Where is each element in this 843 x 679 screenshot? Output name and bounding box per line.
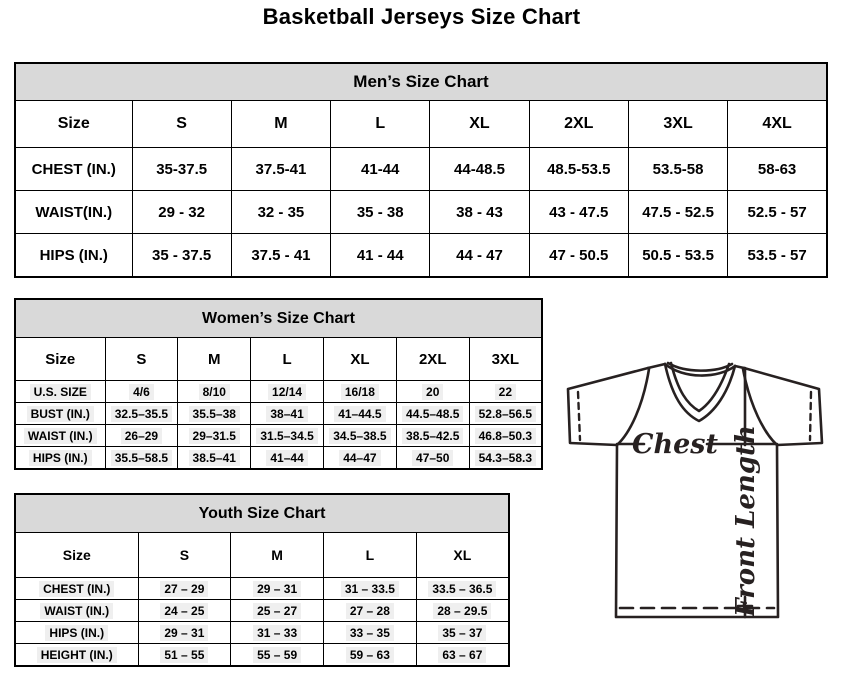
value-cell: [396, 447, 469, 470]
value: 8/10: [199, 384, 230, 400]
value-cell: [231, 622, 324, 644]
value-cell: 43 - 47.5: [529, 191, 628, 234]
value-cell: [178, 425, 251, 447]
value-cell: [231, 578, 324, 600]
value-cell: [416, 622, 509, 644]
value-cell: [323, 381, 396, 403]
value-cell: [416, 578, 509, 600]
table-row: [15, 644, 509, 667]
column-header-cell: 2XL: [529, 101, 628, 148]
value: 35.5–58.5: [111, 450, 172, 466]
value-cell: [105, 381, 178, 403]
value-cell: [323, 447, 396, 470]
table-row: [15, 403, 542, 425]
table-row: [15, 191, 827, 234]
value-cell: 41 - 44: [331, 234, 430, 278]
youth-chart-title: Youth Size Chart: [15, 494, 509, 533]
column-header-cell: L: [251, 338, 324, 381]
row-label-cell: [15, 381, 105, 403]
column-header-cell: 2XL: [396, 338, 469, 381]
value-cell: 32 - 35: [231, 191, 330, 234]
table-row: [15, 381, 542, 403]
row-label-cell: [15, 403, 105, 425]
value: 25 – 27: [253, 603, 301, 619]
mens-chart-title: Men’s Size Chart: [15, 63, 827, 101]
column-header-cell: S: [132, 101, 231, 148]
column-header-cell: 3XL: [469, 338, 542, 381]
value-cell: [324, 644, 417, 667]
column-header-cell: L: [331, 101, 430, 148]
value: 34.5–38.5: [329, 428, 390, 444]
left-shoulder-edge: [648, 364, 665, 368]
value-cell: [416, 600, 509, 622]
column-header-cell: S: [105, 338, 178, 381]
value-cell: [138, 578, 231, 600]
value-cell: [138, 622, 231, 644]
value-cell: [469, 447, 542, 470]
value: 46.8–50.3: [475, 428, 536, 444]
value: 31.5–34.5: [256, 428, 317, 444]
column-header-cell: 3XL: [628, 101, 727, 148]
row-label-cell: [15, 578, 138, 600]
value: 63 – 67: [438, 647, 486, 663]
column-header-cell: M: [231, 533, 324, 578]
value-cell: [396, 403, 469, 425]
column-header-cell: M: [231, 101, 330, 148]
mens-size-table: [14, 62, 828, 278]
value-cell: [105, 425, 178, 447]
front-length-label: Front Length: [731, 425, 761, 617]
row-label-cell: [15, 425, 105, 447]
value-cell: 37.5 - 41: [231, 234, 330, 278]
row-label-cell: HIPS (IN.): [15, 234, 132, 278]
table-row: [15, 600, 509, 622]
value: 12/14: [268, 384, 306, 400]
value: 16/18: [341, 384, 379, 400]
value-cell: [105, 447, 178, 470]
value: 44–47: [339, 450, 380, 466]
value: 55 – 59: [253, 647, 301, 663]
table-header-row: [15, 494, 509, 533]
row-label: HIPS (IN.): [29, 450, 92, 466]
value: 20: [422, 384, 443, 400]
table-row: [15, 101, 827, 148]
value: 31 – 33: [253, 625, 301, 641]
value-cell: [323, 425, 396, 447]
value: 29 – 31: [160, 625, 208, 641]
value-cell: [178, 447, 251, 470]
table-row: [15, 622, 509, 644]
value: 47–50: [412, 450, 453, 466]
table-header-row: [15, 63, 827, 101]
value: 31 – 33.5: [341, 581, 399, 597]
value-cell: [178, 381, 251, 403]
value-cell: [178, 403, 251, 425]
column-header-cell: M: [178, 338, 251, 381]
table-row: [15, 447, 542, 470]
value-cell: [231, 600, 324, 622]
row-label: BUST (IN.): [27, 406, 94, 422]
value-cell: 47.5 - 52.5: [628, 191, 727, 234]
value-cell: [469, 403, 542, 425]
row-label: WAIST (IN.): [24, 428, 97, 444]
value-cell: 37.5-41: [231, 148, 330, 191]
value-cell: [323, 403, 396, 425]
column-header-cell: Size: [15, 101, 132, 148]
row-label-cell: [15, 644, 138, 667]
value-cell: 53.5-58: [628, 148, 727, 191]
value: 27 – 28: [346, 603, 394, 619]
page-title: Basketball Jerseys Size Chart: [262, 4, 581, 29]
value-cell: [251, 425, 324, 447]
value-cell: 38 - 43: [430, 191, 529, 234]
value: 59 – 63: [346, 647, 394, 663]
column-header-cell: XL: [416, 533, 509, 578]
value-cell: [251, 381, 324, 403]
column-header-cell: XL: [430, 101, 529, 148]
value: 51 – 55: [160, 647, 208, 663]
value-cell: [469, 425, 542, 447]
column-header-cell: Size: [15, 338, 105, 381]
row-label: WAIST (IN.): [40, 603, 113, 619]
value: 28 – 29.5: [433, 603, 491, 619]
womens-size-table: [14, 298, 543, 470]
youth-size-table: [14, 493, 510, 667]
value: 26–29: [121, 428, 162, 444]
value: 24 – 25: [160, 603, 208, 619]
value-cell: [105, 403, 178, 425]
column-header-cell: 4XL: [728, 101, 827, 148]
value: 4/6: [129, 384, 154, 400]
value-cell: 44 - 47: [430, 234, 529, 278]
value-cell: 48.5-53.5: [529, 148, 628, 191]
column-header-cell: S: [138, 533, 231, 578]
column-header-cell: Size: [15, 533, 138, 578]
row-label-cell: WAIST(IN.): [15, 191, 132, 234]
value: 41–44: [266, 450, 307, 466]
value: 33.5 – 36.5: [428, 581, 496, 597]
value-cell: [416, 644, 509, 667]
value-cell: [396, 381, 469, 403]
value: 35.5–38: [189, 406, 240, 422]
value-cell: 52.5 - 57: [728, 191, 827, 234]
value-cell: 47 - 50.5: [529, 234, 628, 278]
value-cell: [324, 622, 417, 644]
value-cell: 50.5 - 53.5: [628, 234, 727, 278]
collar-back-inner-curve: [668, 363, 732, 371]
column-header-cell: XL: [323, 338, 396, 381]
value: 38.5–42.5: [402, 428, 463, 444]
value: 29 – 31: [253, 581, 301, 597]
value-cell: [231, 644, 324, 667]
value: 44.5–48.5: [402, 406, 463, 422]
left-sleeve-cuff-dashed-line: [578, 392, 580, 440]
row-label-cell: CHEST (IN.): [15, 148, 132, 191]
column-header-cell: L: [324, 533, 417, 578]
value: 33 – 35: [346, 625, 394, 641]
value: 54.3–58.3: [475, 450, 536, 466]
value-cell: 53.5 - 57: [728, 234, 827, 278]
value: 38–41: [266, 406, 307, 422]
table-row: [15, 338, 542, 381]
value-cell: [396, 425, 469, 447]
value: 27 – 29: [160, 581, 208, 597]
value-cell: [324, 600, 417, 622]
row-label-cell: [15, 600, 138, 622]
right-sleeve-cuff-dashed-line: [810, 392, 811, 440]
row-label: HEIGHT (IN.): [37, 647, 117, 663]
value: 35 – 37: [438, 625, 486, 641]
value-cell: 35 - 37.5: [132, 234, 231, 278]
row-label-cell: [15, 447, 105, 470]
chest-label: Chest: [632, 429, 718, 460]
table-header-row: [15, 299, 542, 338]
value-cell: [251, 403, 324, 425]
value-cell: 58-63: [728, 148, 827, 191]
value-cell: [469, 381, 542, 403]
row-label: U.S. SIZE: [30, 384, 91, 400]
value-cell: [251, 447, 324, 470]
row-label: HIPS (IN.): [45, 625, 108, 641]
value-cell: [138, 644, 231, 667]
right-shoulder-edge: [735, 366, 744, 368]
value-cell: [324, 578, 417, 600]
value-cell: 35 - 38: [331, 191, 430, 234]
value: 41–44.5: [334, 406, 385, 422]
value-cell: 41-44: [331, 148, 430, 191]
table-row: [15, 148, 827, 191]
value: 29–31.5: [189, 428, 240, 444]
value: 52.8–56.5: [475, 406, 536, 422]
row-label-cell: [15, 622, 138, 644]
value-cell: 29 - 32: [132, 191, 231, 234]
womens-chart-title: Women’s Size Chart: [15, 299, 542, 338]
value-cell: [138, 600, 231, 622]
row-label: CHEST (IN.): [39, 581, 114, 597]
value: 32.5–35.5: [111, 406, 172, 422]
value-cell: 35-37.5: [132, 148, 231, 191]
table-row: [15, 234, 827, 278]
jersey-measurement-diagram: [553, 356, 843, 678]
table-row: [15, 578, 509, 600]
table-row: [15, 533, 509, 578]
table-row: [15, 425, 542, 447]
value: 38.5–41: [189, 450, 240, 466]
value-cell: 44-48.5: [430, 148, 529, 191]
value: 22: [495, 384, 516, 400]
